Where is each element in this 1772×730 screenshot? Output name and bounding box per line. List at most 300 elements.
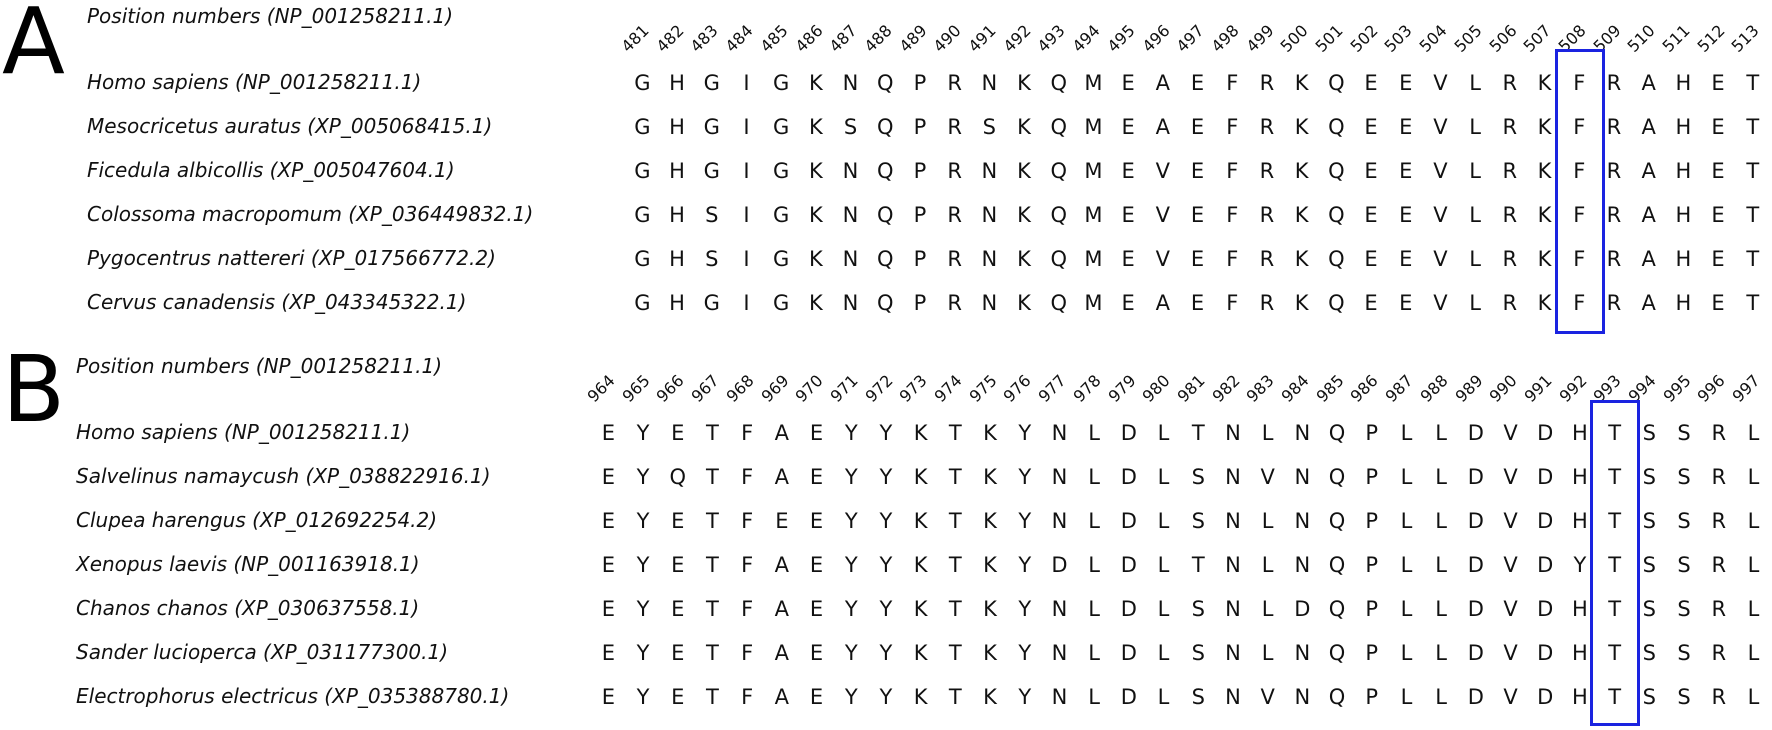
residue: K — [913, 597, 928, 621]
residue: Q — [876, 115, 894, 139]
residue: L — [1088, 553, 1100, 577]
residue: S — [1677, 465, 1691, 489]
residue: P — [913, 159, 927, 183]
position-number: 506 — [1485, 20, 1521, 56]
residue: E — [1399, 71, 1413, 95]
position-number: 510 — [1623, 20, 1659, 56]
residue: Q — [1328, 685, 1346, 709]
residue: K — [1294, 203, 1309, 227]
residue: T — [706, 553, 719, 577]
position-number: 970 — [791, 370, 827, 406]
residue: Q — [1328, 71, 1345, 95]
residue: V — [1503, 465, 1518, 489]
position-number: 987 — [1381, 370, 1417, 406]
residue: T — [706, 509, 719, 533]
residue: Q — [1328, 421, 1346, 445]
residue: E — [1190, 247, 1205, 271]
position-number: 501 — [1311, 20, 1347, 56]
residue: T — [948, 685, 962, 709]
residue: L — [1157, 597, 1170, 621]
residue: L — [1088, 685, 1100, 709]
residue: E — [1364, 71, 1378, 95]
residue: E — [1711, 247, 1725, 271]
residue: N — [1294, 553, 1311, 577]
residue: L — [1747, 553, 1760, 577]
residue: R — [1711, 641, 1727, 665]
residue: K — [808, 71, 823, 95]
residue: A — [1641, 71, 1656, 95]
residue: T — [1608, 641, 1622, 665]
residue: H — [669, 71, 685, 95]
residue: T — [948, 553, 962, 577]
position-number: 498 — [1207, 20, 1243, 56]
residue: E — [1399, 203, 1413, 227]
residue: Y — [636, 597, 650, 621]
residue: S — [1677, 641, 1691, 665]
residue: G — [773, 247, 790, 271]
residue: E — [671, 685, 685, 709]
position-number: 486 — [791, 20, 827, 56]
position-number: 507 — [1519, 20, 1555, 56]
residue: Q — [1328, 641, 1346, 665]
residue: E — [671, 421, 685, 445]
position-number: 967 — [687, 370, 723, 406]
residue: S — [1642, 421, 1657, 445]
residue: D — [1537, 597, 1554, 621]
residue: P — [913, 291, 927, 315]
residue: V — [1155, 247, 1171, 271]
residue: N — [1051, 685, 1068, 709]
residue: E — [1399, 159, 1413, 183]
residue: E — [1190, 203, 1205, 227]
residue: T — [706, 685, 719, 709]
residue: K — [1294, 247, 1309, 271]
residue: F — [1226, 203, 1239, 227]
residue: G — [634, 71, 651, 95]
residue: R — [947, 115, 962, 139]
residue: L — [1157, 465, 1170, 489]
residue: R — [1502, 115, 1518, 139]
residue: Y — [879, 509, 893, 533]
position-number: 994 — [1624, 370, 1660, 406]
residue: D — [1120, 509, 1137, 533]
residue: N — [981, 159, 998, 183]
residue: F — [741, 641, 754, 665]
residue: M — [1084, 115, 1103, 139]
residue: E — [1121, 115, 1135, 139]
species-label: Salvelinus namaycush (XP_038822916.1) — [76, 464, 491, 488]
residue: E — [1190, 115, 1205, 139]
position-number: 496 — [1138, 20, 1174, 56]
residue: Q — [876, 71, 894, 95]
residue: N — [1225, 465, 1241, 489]
residue: Y — [879, 685, 893, 709]
residue: K — [1017, 291, 1031, 315]
residue: F — [1573, 71, 1586, 95]
residue: M — [1084, 291, 1103, 315]
residue: H — [1675, 247, 1692, 271]
residue: G — [703, 71, 720, 95]
residue: K — [808, 291, 823, 315]
residue: N — [1225, 641, 1241, 665]
species-label: Clupea harengus (XP_012692254.2) — [76, 508, 438, 532]
residue: E — [1711, 115, 1725, 139]
residue: E — [1711, 159, 1725, 183]
residue: K — [1294, 71, 1309, 95]
species-label: Xenopus laevis (NP_001163918.1) — [76, 552, 420, 576]
position-number: 993 — [1589, 370, 1625, 406]
residue: S — [705, 247, 719, 271]
residue: Q — [1050, 203, 1067, 227]
residue: N — [1294, 685, 1311, 709]
residue: K — [913, 553, 928, 577]
residue: G — [773, 71, 790, 95]
residue: Q — [876, 247, 894, 271]
residue: S — [1191, 509, 1205, 533]
residue: L — [1261, 421, 1274, 445]
position-number: 503 — [1380, 20, 1416, 56]
position-number: 493 — [1033, 20, 1069, 56]
residue: K — [808, 203, 823, 227]
residue: T — [706, 641, 719, 665]
residue: K — [1537, 247, 1552, 271]
residue: F — [741, 553, 754, 577]
residue: I — [743, 159, 750, 183]
position-number: 976 — [999, 370, 1035, 406]
species-label: Ficedula albicollis (XP_005047604.1) — [87, 158, 455, 182]
residue: E — [1399, 115, 1413, 139]
residue: Y — [844, 509, 858, 533]
residue: L — [1400, 421, 1413, 445]
residue: Y — [1018, 465, 1032, 489]
position-number: 512 — [1693, 20, 1729, 56]
highlight-box — [1590, 400, 1640, 726]
residue: H — [1675, 115, 1692, 139]
position-number: 491 — [964, 20, 1000, 56]
position-number: 989 — [1451, 370, 1487, 406]
position-number: 980 — [1138, 370, 1174, 406]
residue: L — [1261, 509, 1274, 533]
position-number: 984 — [1277, 370, 1313, 406]
residue: D — [1467, 465, 1484, 489]
residue: S — [705, 203, 719, 227]
residue: K — [1294, 291, 1309, 315]
residue: L — [1157, 421, 1170, 445]
residue: H — [1572, 685, 1588, 709]
residue: L — [1747, 685, 1760, 709]
position-number: 505 — [1450, 20, 1486, 56]
residue: K — [808, 115, 823, 139]
residue: F — [1573, 247, 1586, 271]
residue: H — [669, 247, 685, 271]
residue: F — [1573, 291, 1586, 315]
residue: K — [913, 465, 928, 489]
residue: K — [1017, 247, 1031, 271]
panel-letter: A — [2, 0, 65, 95]
residue: S — [1642, 509, 1657, 533]
residue: Y — [636, 641, 650, 665]
residue: K — [983, 685, 997, 709]
residue: I — [743, 291, 750, 315]
residue: Y — [879, 553, 893, 577]
residue: D — [1537, 509, 1554, 533]
residue: K — [808, 159, 823, 183]
residue: T — [1746, 247, 1760, 271]
residue: E — [809, 641, 824, 665]
position-number: 481 — [617, 20, 653, 56]
residue: L — [1088, 597, 1100, 621]
residue: F — [741, 685, 754, 709]
residue: L — [1747, 421, 1760, 445]
residue: S — [1191, 597, 1205, 621]
residue: R — [1711, 421, 1727, 445]
residue: R — [1259, 71, 1275, 95]
residue: V — [1260, 465, 1275, 489]
residue: Y — [1018, 509, 1032, 533]
residue: V — [1503, 685, 1518, 709]
residue: L — [1469, 203, 1481, 227]
residue: L — [1747, 641, 1760, 665]
position-number: 964 — [583, 370, 619, 406]
residue: R — [947, 203, 962, 227]
position-number: 983 — [1242, 370, 1278, 406]
residue: S — [1677, 597, 1691, 621]
residue: H — [1675, 159, 1692, 183]
residue: M — [1084, 247, 1103, 271]
residue: D — [1051, 553, 1068, 577]
position-number: 990 — [1485, 370, 1521, 406]
residue: Q — [876, 203, 894, 227]
residue: K — [1537, 291, 1552, 315]
residue: K — [913, 685, 928, 709]
species-label: Colossoma macropomum (XP_036449832.1) — [87, 202, 534, 226]
residue: R — [1502, 247, 1518, 271]
residue: K — [1017, 115, 1031, 139]
residue: G — [634, 203, 651, 227]
residue: Q — [1050, 291, 1067, 315]
position-number: 484 — [721, 20, 757, 56]
residue: Q — [876, 291, 894, 315]
residue: N — [1225, 597, 1241, 621]
residue: S — [1642, 553, 1657, 577]
residue: L — [1400, 509, 1413, 533]
residue: E — [1399, 291, 1413, 315]
residue: E — [809, 553, 824, 577]
residue: E — [601, 597, 615, 621]
position-number: 979 — [1104, 370, 1140, 406]
residue: N — [842, 71, 859, 95]
residue: Y — [844, 421, 858, 445]
residue: T — [1746, 203, 1760, 227]
residue: L — [1435, 685, 1447, 709]
residue: Y — [1018, 685, 1032, 709]
residue: D — [1467, 685, 1484, 709]
residue: I — [743, 203, 750, 227]
residue: L — [1088, 509, 1100, 533]
position-number: 971 — [826, 370, 862, 406]
residue: Q — [1050, 247, 1067, 271]
residue: G — [773, 115, 790, 139]
species-label: Sander lucioperca (XP_031177300.1) — [76, 640, 449, 664]
residue: H — [1675, 203, 1692, 227]
residue: V — [1433, 291, 1448, 315]
residue: R — [1606, 291, 1622, 315]
residue: T — [1191, 421, 1205, 445]
residue: R — [1259, 203, 1275, 227]
residue: A — [774, 597, 790, 621]
position-number: 513 — [1727, 20, 1763, 56]
residue: E — [809, 509, 824, 533]
position-number: 975 — [965, 370, 1001, 406]
residue: T — [1608, 553, 1622, 577]
residue: R — [1606, 203, 1622, 227]
residue: Y — [636, 465, 650, 489]
residue: S — [1642, 685, 1657, 709]
residue: E — [1121, 159, 1135, 183]
residue: F — [1226, 71, 1239, 95]
residue: T — [1608, 421, 1622, 445]
residue: N — [1225, 509, 1241, 533]
residue: M — [1084, 203, 1103, 227]
residue: E — [1364, 247, 1378, 271]
residue: K — [808, 247, 823, 271]
residue: G — [703, 115, 720, 139]
residue: E — [1364, 203, 1378, 227]
residue: M — [1084, 159, 1103, 183]
residue: S — [1191, 685, 1205, 709]
residue: K — [983, 421, 997, 445]
residue: N — [1225, 553, 1241, 577]
residue: L — [1747, 597, 1760, 621]
residue: H — [1675, 71, 1692, 95]
residue: N — [1051, 509, 1068, 533]
residue: T — [706, 597, 719, 621]
residue: K — [913, 421, 928, 445]
residue: P — [913, 115, 927, 139]
residue: L — [1088, 465, 1100, 489]
species-label: Mesocricetus auratus (XP_005068415.1) — [87, 114, 493, 138]
residue: R — [947, 291, 962, 315]
residue: Y — [879, 597, 893, 621]
residue: V — [1503, 509, 1518, 533]
position-number: 492 — [999, 20, 1035, 56]
residue: N — [1051, 641, 1068, 665]
residue: D — [1120, 597, 1137, 621]
residue: D — [1120, 553, 1137, 577]
residue: N — [842, 291, 859, 315]
position-number: 511 — [1658, 20, 1694, 56]
residue: R — [947, 159, 962, 183]
residue: L — [1469, 291, 1481, 315]
residue: L — [1157, 553, 1170, 577]
residue: T — [1746, 291, 1760, 315]
residue: G — [773, 159, 790, 183]
residue: Y — [1018, 421, 1032, 445]
position-number: 485 — [756, 20, 792, 56]
residue: S — [1642, 641, 1657, 665]
residue: L — [1400, 685, 1413, 709]
species-label: Chanos chanos (XP_030637558.1) — [76, 596, 420, 620]
position-number: 489 — [895, 20, 931, 56]
residue: L — [1261, 553, 1274, 577]
residue: A — [1641, 203, 1656, 227]
residue: D — [1467, 509, 1484, 533]
residue: L — [1747, 465, 1760, 489]
residue: Q — [1050, 115, 1067, 139]
residue: M — [1084, 71, 1103, 95]
residue: E — [601, 509, 615, 533]
residue: R — [1502, 203, 1518, 227]
residue: Y — [1018, 553, 1032, 577]
residue: R — [947, 247, 962, 271]
residue: H — [669, 159, 685, 183]
position-number: 986 — [1346, 370, 1382, 406]
residue: N — [842, 203, 859, 227]
residue: T — [948, 597, 962, 621]
residue: F — [1573, 115, 1586, 139]
residue: E — [809, 421, 824, 445]
position-numbers-label: Position numbers (NP_001258211.1) — [76, 354, 443, 378]
residue: F — [1226, 291, 1239, 315]
residue: R — [1606, 247, 1622, 271]
residue: K — [913, 509, 928, 533]
residue: N — [1051, 597, 1068, 621]
residue: T — [1608, 509, 1622, 533]
residue: H — [1572, 597, 1588, 621]
species-label: Electrophorus electricus (XP_035388780.1) — [76, 684, 510, 708]
residue: L — [1435, 597, 1447, 621]
residue: K — [1017, 159, 1031, 183]
residue: F — [741, 597, 754, 621]
residue: G — [773, 203, 790, 227]
residue: S — [1191, 641, 1205, 665]
residue: T — [948, 421, 962, 445]
residue: Y — [879, 465, 893, 489]
residue: V — [1503, 641, 1518, 665]
residue: R — [1502, 71, 1518, 95]
residue: Y — [636, 685, 650, 709]
position-number: 978 — [1069, 370, 1105, 406]
residue: E — [1364, 291, 1378, 315]
residue: V — [1503, 597, 1518, 621]
residue: D — [1537, 641, 1554, 665]
residue: V — [1155, 203, 1171, 227]
residue: F — [1226, 247, 1239, 271]
residue: R — [1711, 465, 1727, 489]
residue: V — [1503, 553, 1518, 577]
residue: P — [913, 71, 927, 95]
residue: A — [1155, 115, 1171, 139]
residue: L — [1261, 641, 1274, 665]
position-number: 981 — [1173, 370, 1209, 406]
residue: S — [982, 115, 997, 139]
residue: N — [981, 71, 998, 95]
residue: Q — [1050, 71, 1067, 95]
residue: N — [1051, 421, 1068, 445]
residue: F — [741, 421, 754, 445]
position-number: 977 — [1034, 370, 1070, 406]
residue: H — [669, 115, 685, 139]
species-label: Homo sapiens (NP_001258211.1) — [87, 70, 422, 94]
residue: N — [1051, 465, 1068, 489]
residue: K — [983, 553, 997, 577]
residue: R — [1502, 159, 1518, 183]
residue: R — [1711, 685, 1727, 709]
residue: G — [634, 159, 651, 183]
residue: L — [1435, 421, 1447, 445]
residue: L — [1157, 509, 1170, 533]
residue: V — [1155, 159, 1171, 183]
